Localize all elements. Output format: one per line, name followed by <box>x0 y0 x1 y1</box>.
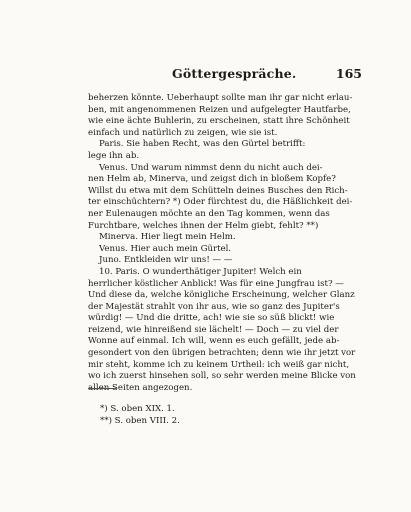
text-line: mir steht, komme ich zu keinem Urtheil: ich weiß gar nicht, <box>88 359 350 370</box>
text-line: herrlicher köstlicher Anblick! Was für eine Jungfrau ist? — <box>88 278 344 289</box>
text-line: der Majestät strahlt von ihr aus, wie so ganz des Jupiter's <box>88 301 340 312</box>
text-line: Willst du etwa mit dem Schütteln deines Busches den Rich- <box>88 185 348 196</box>
text-line: wie eine ächte Buhlerin, zu erscheinen, statt ihre Schönheit <box>88 116 350 127</box>
text-line: 10. Paris. O wunderthätiger Jupiter! Welch ein <box>99 266 302 277</box>
text-line: beherzen könnte. Ueberhaupt sollte man ihr gar nicht erlau- <box>88 93 353 103</box>
text-line: ter einschüchtern? *) Oder fürchtest du, die Häßlichkeit dei- <box>88 197 353 208</box>
text-line: würdig! — Und die dritte, ach! wie sie so süß blickt! wie <box>88 313 335 324</box>
text-line: Juno. Entkleiden wir uns! — — <box>99 255 233 266</box>
text-line: Venus. Hier auch mein Gürtel. <box>99 243 232 254</box>
text-line: Und diese da, welche königliche Erscheinung, welcher Glanz <box>88 290 355 301</box>
text-line: lege ihn ab. <box>88 150 140 161</box>
text-line: ner Eulenaugen möchte an den Tag kommen, wenn das <box>88 208 330 219</box>
text-line: ben, mit angenommenen Reizen und aufgelegter Hautfarbe, <box>88 104 351 115</box>
page-number: 165 <box>335 66 362 81</box>
text-line: Minerva. Hier liegt mein Helm. <box>99 232 236 243</box>
footnotes <box>100 404 260 427</box>
text-line: allen Seiten angezogen. <box>88 382 193 393</box>
text-line: Wonne auf einmal. Ich will, wenn es euch gefällt, jede ab- <box>88 336 340 347</box>
text-line: Paris. Sie haben Recht, was den Gürtel betrifft: <box>99 139 306 150</box>
text-line: Furchtbare, welches ihnen der Helm giebt, fehlt? **) <box>88 220 319 231</box>
text-line: Venus. Und warum nimmst denn du nicht auch dei- <box>99 162 323 173</box>
text-line: nen Helm ab, Minerva, und zeigst dich in bloßem Kopfe? <box>88 174 336 185</box>
footnote: *) S. oben XIX. 1. <box>100 404 175 414</box>
footnote: **) S. oben VIII. 2. <box>100 415 180 426</box>
footnote-rule <box>88 388 116 389</box>
running-title: Göttergespräche. <box>172 66 297 81</box>
text-line: gesondert von den übrigen betrachten; denn wie ihr jetzt vor <box>88 348 356 359</box>
running-head <box>172 66 362 82</box>
body-text <box>88 93 368 394</box>
text-line: reizend, wie hinreißend sie lächelt! — Doch — zu viel der <box>88 324 339 335</box>
text-line: einfach und natürlich zu zeigen, wie sie ist. <box>88 127 278 138</box>
text-line: wo ich zuerst hinsehen soll, so sehr werden meine Blicke von <box>88 371 356 382</box>
